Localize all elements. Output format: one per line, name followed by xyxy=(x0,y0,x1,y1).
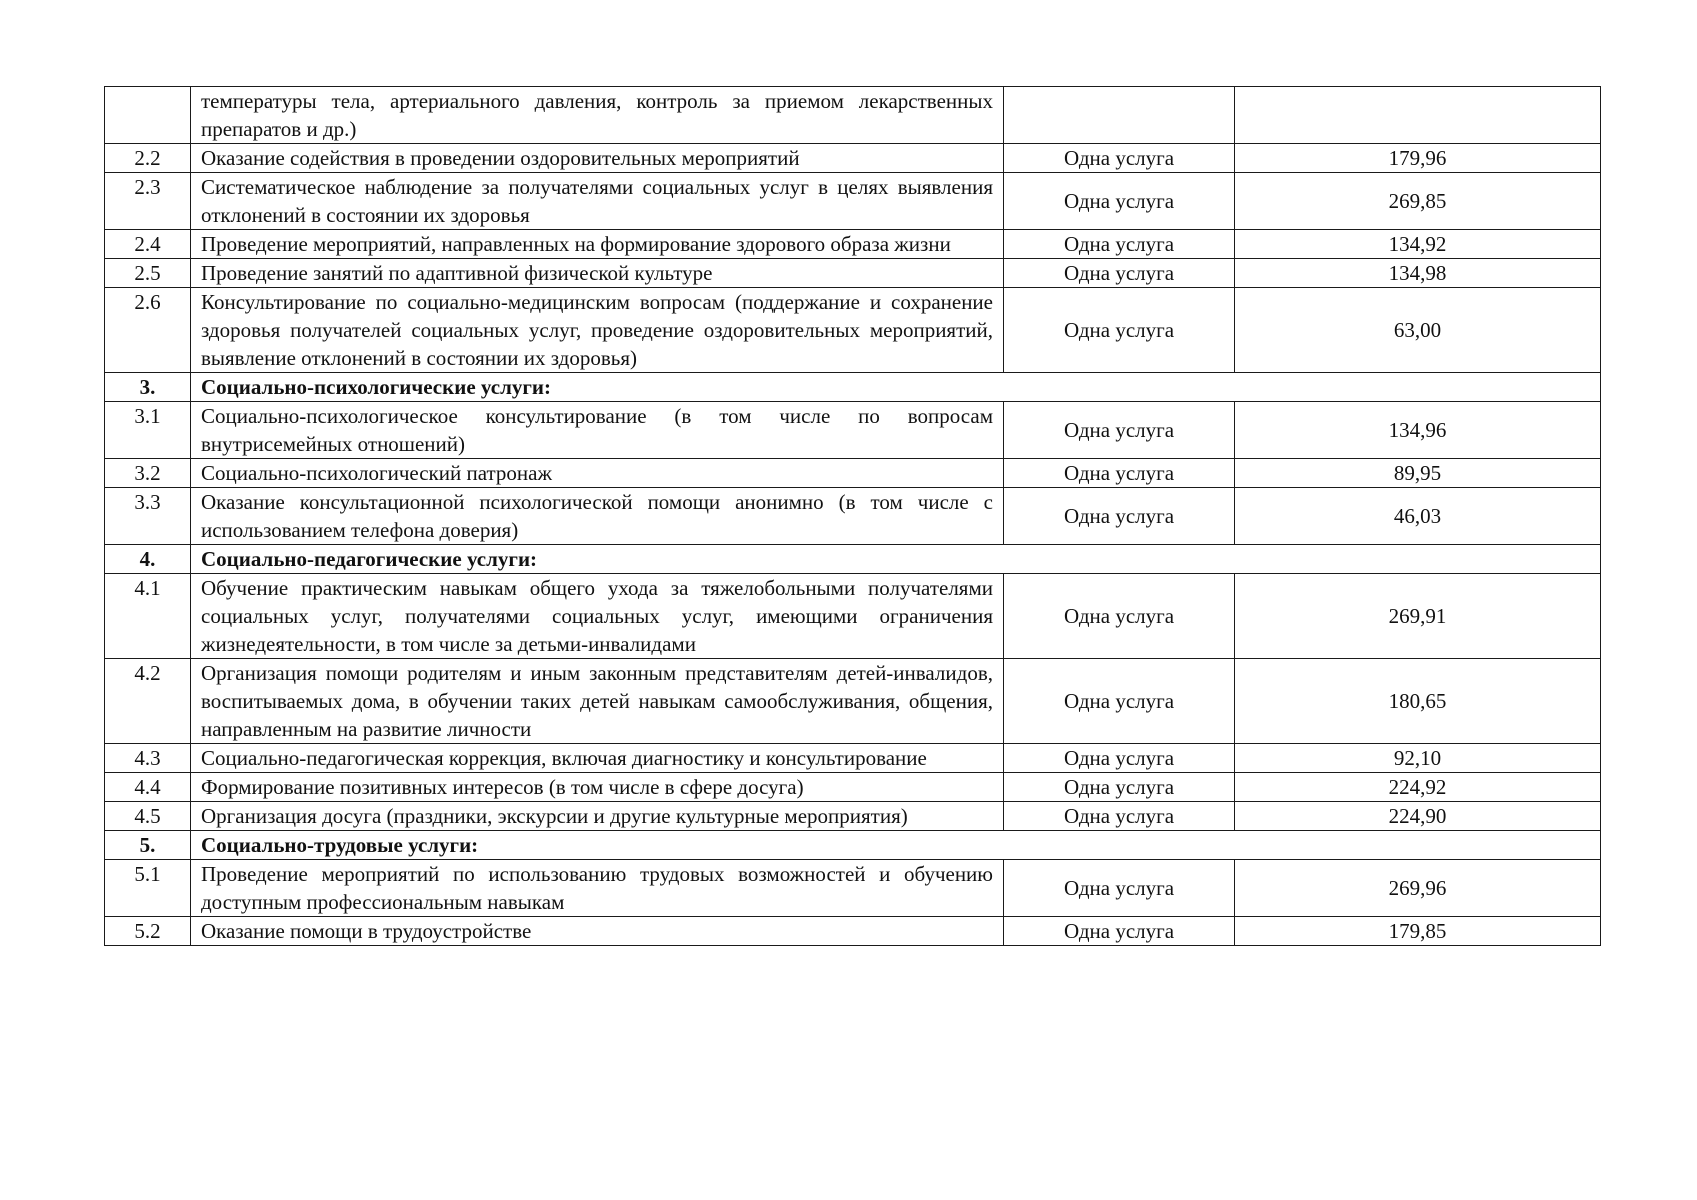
unit-of-measure: Одна услуга xyxy=(1004,173,1235,230)
unit-of-measure: Одна услуга xyxy=(1004,259,1235,288)
tariff-value: 269,91 xyxy=(1235,574,1601,659)
tariff-value: 92,10 xyxy=(1235,744,1601,773)
unit-of-measure: Одна услуга xyxy=(1004,144,1235,173)
table-row xyxy=(105,773,1601,802)
unit-of-measure: Одна услуга xyxy=(1004,288,1235,373)
service-name: Проведение занятий по адаптивной физической культуре xyxy=(191,259,1004,288)
row-number: 4.5 xyxy=(105,802,191,831)
tariff-value: 179,96 xyxy=(1235,144,1601,173)
unit-of-measure: Одна услуга xyxy=(1004,659,1235,744)
unit-of-measure: Одна услуга xyxy=(1004,230,1235,259)
unit-of-measure: Одна услуга xyxy=(1004,488,1235,545)
table-row xyxy=(105,144,1601,173)
section-number: 4. xyxy=(105,545,191,574)
row-number: 4.2 xyxy=(105,659,191,744)
row-number: 2.4 xyxy=(105,230,191,259)
tariff-value: 46,03 xyxy=(1235,488,1601,545)
service-name: Консультирование по социально-медицинским вопросам (поддержание и сохранение здоровья получателей социальных услуг, проведение оздоровительных мероприятий, выявление отклонений в состоянии их здоровья) xyxy=(191,288,1004,373)
unit-of-measure: Одна услуга xyxy=(1004,917,1235,946)
table-row xyxy=(105,488,1601,545)
service-name: Социально-педагогическая коррекция, включая диагностику и консультирование xyxy=(191,744,1004,773)
unit-of-measure: Одна услуга xyxy=(1004,402,1235,459)
row-number: 3.3 xyxy=(105,488,191,545)
row-number: 2.5 xyxy=(105,259,191,288)
unit-of-measure xyxy=(1004,87,1235,144)
section-header-row xyxy=(105,545,1601,574)
row-number: 3.2 xyxy=(105,459,191,488)
tariff-value: 180,65 xyxy=(1235,659,1601,744)
section-header-row xyxy=(105,831,1601,860)
tariff-value: 89,95 xyxy=(1235,459,1601,488)
table-row xyxy=(105,860,1601,917)
tariff-value xyxy=(1235,87,1601,144)
tariff-value: 134,96 xyxy=(1235,402,1601,459)
service-name: Проведение мероприятий, направленных на формирование здорового образа жизни xyxy=(191,230,1004,259)
section-number: 3. xyxy=(105,373,191,402)
service-name: Оказание содействия в проведении оздоровительных мероприятий xyxy=(191,144,1004,173)
section-header-row xyxy=(105,373,1601,402)
tariff-value: 134,98 xyxy=(1235,259,1601,288)
section-title: Социально-трудовые услуги: xyxy=(191,831,1601,860)
tariff-value: 63,00 xyxy=(1235,288,1601,373)
row-number: 5.2 xyxy=(105,917,191,946)
tariff-value: 224,92 xyxy=(1235,773,1601,802)
services-tariff-table xyxy=(104,86,1601,946)
table-row xyxy=(105,288,1601,373)
service-name: Обучение практическим навыкам общего ухода за тяжелобольными получателями социальных услуг, получателями социальных услуг, имеющими ограничения жизнедеятельности, в том числе за детьми-инвалидами xyxy=(191,574,1004,659)
table-row xyxy=(105,87,1601,144)
table-row xyxy=(105,574,1601,659)
service-name: Организация помощи родителям и иным законным представителям детей-инвалидов, воспитываемых дома, в обучении таких детей навыкам самообслуживания, общения, направленным на развитие личности xyxy=(191,659,1004,744)
service-name: Социально-психологический патронаж xyxy=(191,459,1004,488)
tariff-value: 269,85 xyxy=(1235,173,1601,230)
service-name: Оказание помощи в трудоустройстве xyxy=(191,917,1004,946)
table-row xyxy=(105,744,1601,773)
table-row xyxy=(105,659,1601,744)
table-row xyxy=(105,259,1601,288)
section-title: Социально-педагогические услуги: xyxy=(191,545,1601,574)
service-name: температуры тела, артериального давления, контроль за приемом лекарственных препаратов и др.) xyxy=(191,87,1004,144)
row-number: 3.1 xyxy=(105,402,191,459)
unit-of-measure: Одна услуга xyxy=(1004,574,1235,659)
tariff-value: 134,92 xyxy=(1235,230,1601,259)
row-number: 5.1 xyxy=(105,860,191,917)
row-number: 4.4 xyxy=(105,773,191,802)
row-number: 2.2 xyxy=(105,144,191,173)
row-number: 4.3 xyxy=(105,744,191,773)
service-name: Проведение мероприятий по использованию трудовых возможностей и обучению доступным профессиональным навыкам xyxy=(191,860,1004,917)
service-name: Организация досуга (праздники, экскурсии и другие культурные мероприятия) xyxy=(191,802,1004,831)
service-name: Формирование позитивных интересов (в том числе в сфере досуга) xyxy=(191,773,1004,802)
table-row xyxy=(105,173,1601,230)
unit-of-measure: Одна услуга xyxy=(1004,860,1235,917)
row-number: 4.1 xyxy=(105,574,191,659)
unit-of-measure: Одна услуга xyxy=(1004,744,1235,773)
section-number: 5. xyxy=(105,831,191,860)
tariff-value: 179,85 xyxy=(1235,917,1601,946)
table-row xyxy=(105,402,1601,459)
service-name: Оказание консультационной психологической помощи анонимно (в том числе с использованием телефона доверия) xyxy=(191,488,1004,545)
row-number xyxy=(105,87,191,144)
unit-of-measure: Одна услуга xyxy=(1004,802,1235,831)
unit-of-measure: Одна услуга xyxy=(1004,459,1235,488)
section-title: Социально-психологические услуги: xyxy=(191,373,1601,402)
row-number: 2.3 xyxy=(105,173,191,230)
service-name: Систематическое наблюдение за получателями социальных услуг в целях выявления отклонений в состоянии их здоровья xyxy=(191,173,1004,230)
service-name: Социально-психологическое консультирование (в том числе по вопросам внутрисемейных отношений) xyxy=(191,402,1004,459)
tariff-value: 224,90 xyxy=(1235,802,1601,831)
row-number: 2.6 xyxy=(105,288,191,373)
table-row xyxy=(105,459,1601,488)
table-row xyxy=(105,802,1601,831)
unit-of-measure: Одна услуга xyxy=(1004,773,1235,802)
table-body xyxy=(105,87,1601,946)
table-row xyxy=(105,917,1601,946)
tariff-value: 269,96 xyxy=(1235,860,1601,917)
table-row xyxy=(105,230,1601,259)
